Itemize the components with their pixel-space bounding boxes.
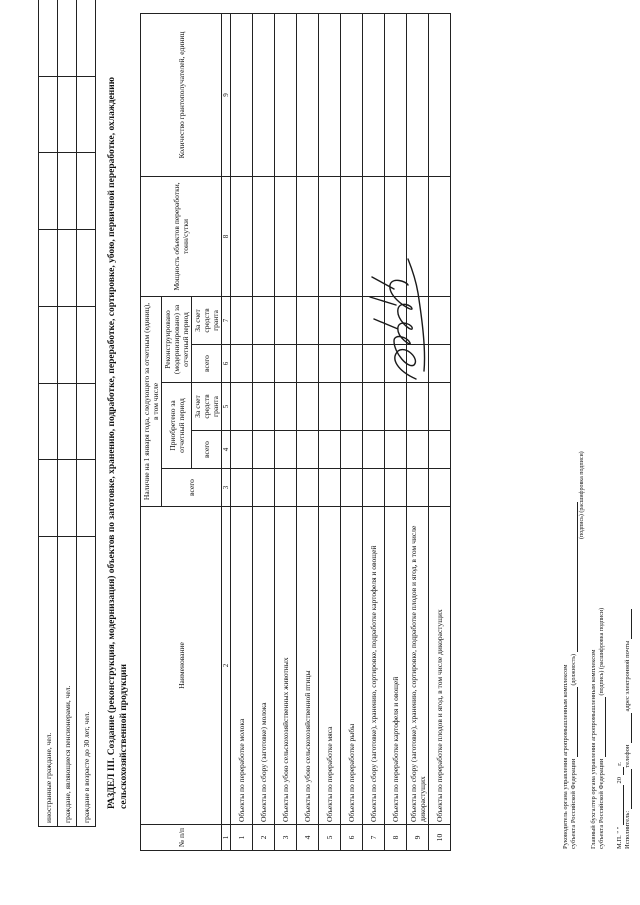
accountant-label-line2: субъекта Российской Федерации — [598, 758, 605, 849]
table-row — [58, 0, 77, 827]
empty-cell — [231, 345, 253, 383]
empty-cell — [275, 469, 297, 507]
row-name: Объекты по переработке плодов и ягод, в том числе дикорастущих — [429, 507, 451, 825]
executor-label: Исполнитель: — [624, 810, 631, 849]
row-name: Объекты по сбору (заготовке), хранению, сортировке, подработке картофеля и овощей — [363, 507, 385, 825]
table-row — [385, 14, 407, 851]
row-name: Объекты по убою сельскохозяйственной птицы — [297, 507, 319, 825]
phone-label: телефон — [624, 744, 631, 768]
row-number: 9 — [407, 825, 429, 851]
table-row — [253, 14, 275, 851]
empty-cell — [319, 383, 341, 431]
empty-cell — [385, 14, 407, 177]
row-name: Объекты по сбору (заготовке), хранению, сортировке, подработке плодов и ягод, в том числе дикорастущих — [407, 507, 429, 825]
empty-cell — [385, 431, 407, 469]
year-label: 20 — [616, 776, 623, 784]
column-number: 8 — [222, 176, 231, 296]
prev-row-label: иностранные граждане, чел. — [39, 537, 58, 827]
empty-cell — [407, 383, 429, 431]
column-number: 4 — [222, 431, 231, 469]
empty-cell — [385, 469, 407, 507]
header-num: № п/п — [141, 825, 222, 851]
table-row — [297, 14, 319, 851]
empty-cell — [341, 14, 363, 177]
empty-cell — [297, 345, 319, 383]
header-all: всего — [192, 345, 222, 383]
empty-cell — [341, 296, 363, 344]
section-title: РАЗДЕЛ III. Создание (реконструкция, модернизация) объектов по заготовке, хранению, подработке, переработке, сортировке, убою, первичной переработке, охлаждению сельскохозяйственной продукции — [107, 77, 129, 809]
year-suffix: г. — [616, 762, 623, 766]
row-name: Объекты по переработке картофеля и овощей — [385, 507, 407, 825]
row-name: Объекты по переработке рыбы — [341, 507, 363, 825]
table-row — [341, 14, 363, 851]
header-acquired: Приобретено за отчетный период — [162, 383, 192, 469]
row-number: 3 — [275, 825, 297, 851]
column-number-row — [222, 14, 231, 851]
position-caption: (должность) — [571, 654, 577, 686]
header-grant: За счет средств гранта — [192, 383, 222, 431]
mp-label: М.П. " " — [616, 826, 623, 849]
empty-cell — [363, 431, 385, 469]
accountant-sign-caption: (подпись) (расшифровка подписи) — [599, 607, 605, 696]
table-row — [39, 0, 58, 827]
empty-cell — [297, 469, 319, 507]
section-3-table — [140, 13, 451, 851]
empty-cell — [275, 431, 297, 469]
prev-row-label: граждане, являющиеся пенсионерами, чел. — [58, 537, 77, 827]
empty-cell — [231, 431, 253, 469]
row-number: 2 — [253, 825, 275, 851]
table-row — [363, 14, 385, 851]
table-row — [407, 14, 429, 851]
row-name: Объекты по сбору (заготовке) молока — [253, 507, 275, 825]
empty-cell — [341, 469, 363, 507]
empty-cell — [341, 176, 363, 296]
header-power: Мощность объектов переработки, тонн/сутки — [141, 176, 222, 296]
empty-cell — [297, 14, 319, 177]
empty-cell — [363, 469, 385, 507]
empty-cell — [275, 14, 297, 177]
empty-cell — [253, 469, 275, 507]
row-name: Объекты по переработке мяса — [319, 507, 341, 825]
empty-cell — [297, 431, 319, 469]
header-availability: Наличие на 1 января года, следующего за отчетным (единиц), в том числе — [141, 296, 162, 506]
empty-cell — [385, 383, 407, 431]
empty-cell — [297, 176, 319, 296]
empty-cell — [275, 176, 297, 296]
empty-cell — [341, 345, 363, 383]
empty-cell — [319, 176, 341, 296]
empty-cell — [319, 14, 341, 177]
row-name: Объекты по убою сельскохозяйственных животных — [275, 507, 297, 825]
handwritten-signature — [368, 249, 438, 389]
empty-cell — [319, 431, 341, 469]
head-signature-block — [562, 451, 586, 849]
table-row — [77, 0, 96, 827]
header-total: всего — [162, 469, 222, 507]
executor-line — [624, 609, 632, 849]
row-name: Объекты по переработке молока — [231, 507, 253, 825]
column-number: 9 — [222, 14, 231, 177]
row-number: 10 — [429, 825, 451, 851]
empty-cell — [319, 296, 341, 344]
empty-cell — [297, 296, 319, 344]
empty-cell — [253, 176, 275, 296]
header-count: Количество грантополучателей, единиц — [141, 14, 222, 177]
row-number: 5 — [319, 825, 341, 851]
prev-row-label: граждане в возрасте до 30 лет, чел. — [77, 537, 96, 827]
empty-cell — [275, 383, 297, 431]
column-number: 5 — [222, 383, 231, 431]
table-row — [231, 14, 253, 851]
email-label: адрес электронной почты — [624, 640, 631, 712]
head-sign-caption: (подпись) (расшифровка подписи) — [579, 451, 585, 539]
empty-cell — [297, 383, 319, 431]
empty-cell — [319, 469, 341, 507]
row-number: 8 — [385, 825, 407, 851]
header-row — [141, 14, 162, 851]
stamp-date-line — [616, 762, 624, 849]
empty-cell — [363, 14, 385, 177]
empty-cell — [407, 469, 429, 507]
accountant-signature-block — [590, 608, 606, 849]
empty-cell — [429, 383, 451, 431]
empty-cell — [231, 176, 253, 296]
empty-cell — [341, 383, 363, 431]
empty-cell — [253, 296, 275, 344]
head-label-line1: Руководитель органа управления агропромышленным комплексом — [562, 664, 569, 849]
empty-cell — [231, 383, 253, 431]
row-number: 7 — [363, 825, 385, 851]
empty-cell — [429, 14, 451, 177]
header-reconstructed: Реконструировано (модернизировано) за отчетный период — [162, 296, 192, 382]
accountant-label-line1: Главный бухгалтер органа управления агропромышленным комплексом — [590, 649, 597, 849]
empty-cell — [253, 431, 275, 469]
empty-cell — [253, 383, 275, 431]
empty-cell — [407, 14, 429, 177]
row-number: 1 — [231, 825, 253, 851]
empty-cell — [253, 14, 275, 177]
empty-cell — [253, 345, 275, 383]
previous-table-remnant — [38, 0, 96, 827]
empty-cell — [231, 296, 253, 344]
column-number: 3 — [222, 469, 231, 507]
empty-cell — [231, 14, 253, 177]
empty-cell — [429, 469, 451, 507]
empty-cell — [275, 345, 297, 383]
table-row — [429, 14, 451, 851]
column-number: 1 — [222, 825, 231, 851]
column-number: 7 — [222, 296, 231, 344]
header-all: всего — [192, 431, 222, 469]
row-number: 6 — [341, 825, 363, 851]
header-grant: За счет средств гранта — [192, 296, 222, 344]
empty-cell — [363, 383, 385, 431]
table-row — [275, 14, 297, 851]
row-number: 4 — [297, 825, 319, 851]
head-label-line2: субъекта Российской Федерации — [570, 758, 577, 849]
column-number: 2 — [222, 507, 231, 825]
header-including: в том числе — [151, 382, 160, 420]
empty-cell — [407, 431, 429, 469]
empty-cell — [429, 431, 451, 469]
empty-cell — [231, 469, 253, 507]
table-row — [319, 14, 341, 851]
header-name: Наименование — [141, 507, 222, 825]
empty-cell — [275, 296, 297, 344]
column-number: 6 — [222, 345, 231, 383]
empty-cell — [319, 345, 341, 383]
empty-cell — [341, 431, 363, 469]
